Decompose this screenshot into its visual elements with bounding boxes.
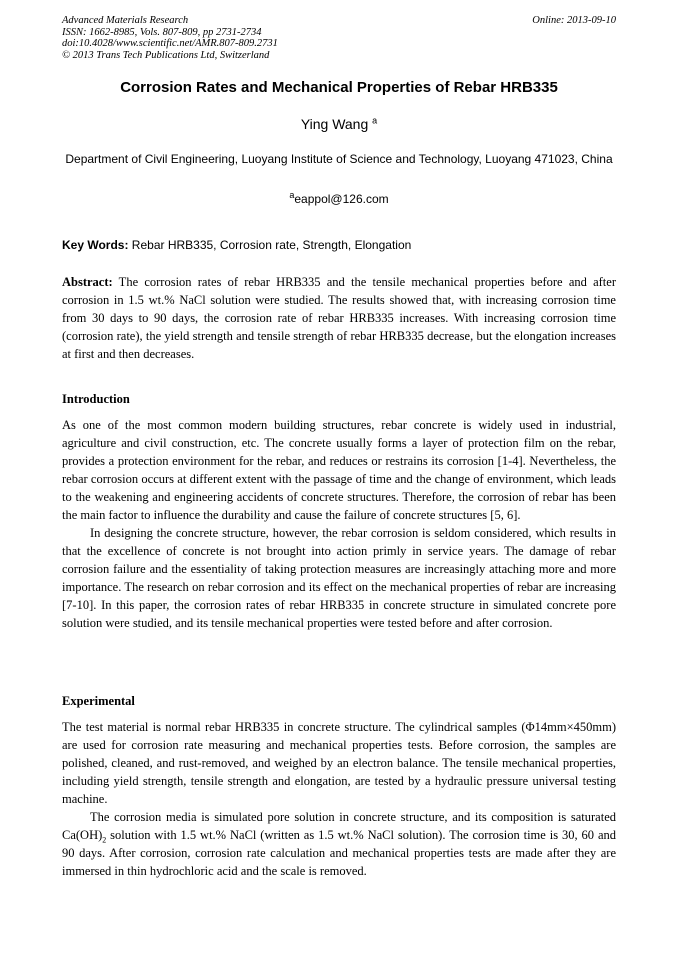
introduction-paragraph-2: In designing the concrete structure, however, the rebar corrosion is seldom considered, which results in that the excellence of concrete is not brought into action primly in service years. The damage of rebar corrosion failure and the essentiality of taking protection measures are increasingly attaching more and more importance. The research on rebar corrosion and its effect on the mechanical properties of rebar are increasing [7-10]. In this paper, the corrosion rates of rebar HRB335 in concrete structure in simulated concrete pore solution were studied, and its tensile mechanical properties were tested before and after corrosion.	[62, 526, 616, 630]
experimental-paragraph-2	[62, 808, 616, 880]
section-heading-introduction: Introduction	[62, 392, 130, 406]
copyright-line: © 2013 Trans Tech Publications Ltd, Switzerland	[62, 49, 270, 61]
keywords-label: Key Words:	[62, 238, 129, 252]
doi-line: doi:10.4028/www.scientific.net/AMR.807-809.2731	[62, 38, 278, 49]
experimental-p2-part-a: The corrosion media is simulated pore solution in concrete structure, and its composition is saturated Ca(OH)	[62, 810, 616, 842]
email-line	[62, 190, 616, 208]
abstract	[62, 273, 616, 363]
experimental-body	[62, 718, 616, 880]
online-date: Online: 2013-09-10	[532, 15, 616, 26]
paper-title: Corrosion Rates and Mechanical Properties of Rebar HRB335	[120, 79, 558, 96]
introduction-paragraph-1: As one of the most common modern building structures, rebar concrete is widely used in industrial, agriculture and civil construction, etc. The concrete usually forms a layer of protection film on the rebar, provides a protection environment for the rebar, and reduces or restrains its corrosion [1-4]. Nevertheless, the rebar corrosion occurs at different extent with the passage of time and the change of environment, which leads to the weakening and engineering accidents of concrete structures. Therefore, the corrosion of rebar has been the main factor to influence the durability and cause the failure of concrete structures [5, 6].	[62, 418, 616, 522]
issn-line: ISSN: 1662-8985, Vols. 807-809, pp 2731-2734	[62, 26, 262, 38]
experimental-paragraph-1: The test material is normal rebar HRB335 in concrete structure. The cylindrical samples (Φ14mm×450mm) are used for corrosion rate measuring and mechanical properties tests. Before corrosion, the samples are polished, cleaned, and rust-removed, and weighed by an electron balance. The tensile mechanical properties, including yield strength, tensile strength and elongation, are tested by a hydraulic pressure universal testing machine.	[62, 720, 616, 806]
keywords-text: Rebar HRB335, Corrosion rate, Strength, Elongation	[128, 238, 412, 252]
journal-name: Advanced Materials Research	[62, 15, 189, 26]
keywords	[62, 236, 616, 254]
abstract-text: The corrosion rates of rebar HRB335 and the tensile mechanical properties before and after corrosion in 1.5 wt.% NaCl solution were studied. The results showed that, with increasing corrosion time from 30 days to 90 days, the corrosion rate of rebar HRB335 increases. With increasing corrosion time (corrosion rate), the yield strength and tensile strength of rebar HRB335 decrease, but the elongation increases at first and then decreases.	[62, 275, 616, 361]
introduction-body	[62, 416, 616, 632]
author-name: Ying Wang	[300, 116, 369, 132]
abstract-label: Abstract:	[62, 275, 113, 289]
experimental-p2-part-b: solution with 1.5 wt.% NaCl (written as 1.5 wt.% NaCl solution). The corrosion time is 30, 60 and 90 days. After corrosion, corrosion rate calculation and mechanical properties tests are made after they are immersed in thin hydrochloric acid and the scale is removed.	[62, 828, 616, 878]
journal-header	[62, 15, 616, 61]
author-superscript: a	[372, 115, 378, 126]
section-heading-experimental: Experimental	[62, 694, 135, 708]
experimental-p2-subscript: 2	[102, 835, 107, 845]
affiliation: Department of Civil Engineering, Luoyang Institute of Science and Technology, Luoyang 471023, China	[65, 152, 613, 166]
email-superscript: a	[289, 190, 295, 200]
author-line	[62, 115, 616, 133]
email-address: eappol@126.com	[294, 192, 389, 206]
